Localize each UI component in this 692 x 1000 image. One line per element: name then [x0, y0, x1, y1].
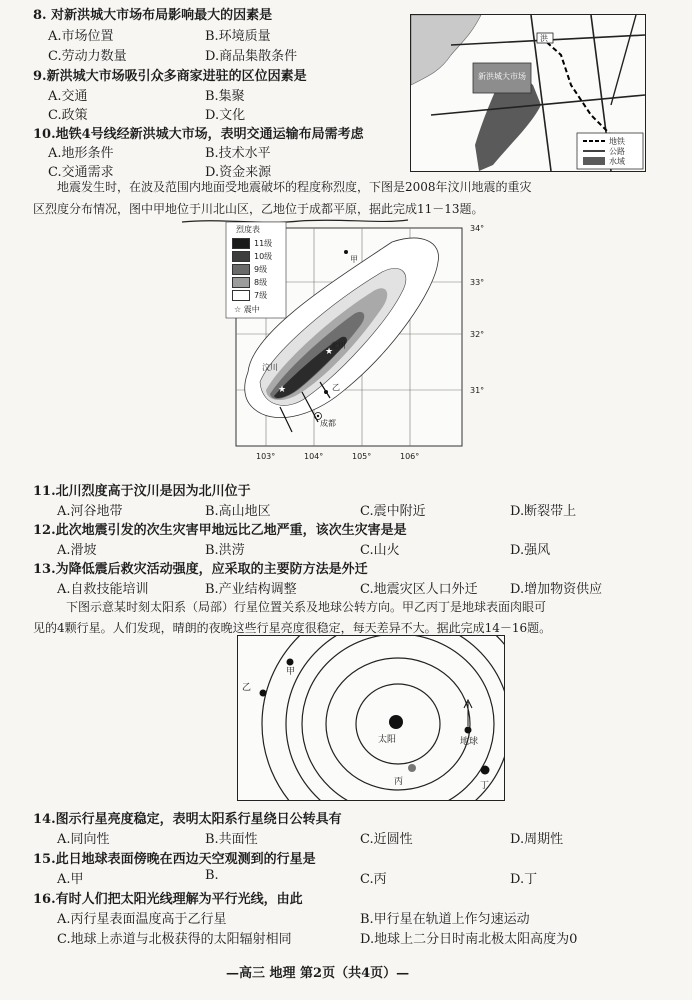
place-yi: 乙 — [332, 383, 340, 392]
option: B.环境质量 — [205, 29, 271, 44]
earth-label: 地球 — [460, 737, 479, 747]
option: C.地震灾区人口外迁 — [360, 582, 478, 597]
option: C.政策 — [48, 108, 88, 123]
market-label: 新洪城大市场 — [478, 72, 526, 81]
legend-swatch — [232, 251, 250, 262]
option: A.交通 — [48, 89, 88, 104]
svg-text:★: ★ — [278, 385, 287, 395]
legend-swatch — [232, 290, 250, 301]
svg-text:★: ★ — [325, 347, 334, 357]
place-beichuan: 北川 — [330, 341, 346, 350]
place-chengdu: 成都 — [320, 419, 336, 428]
option: C.丙 — [360, 872, 387, 887]
legend-title: 烈度表 — [236, 225, 260, 234]
option: A.甲 — [57, 872, 84, 887]
option: B.甲行星在轨道上作匀速运动 — [360, 912, 530, 927]
option: B.产业结构调整 — [205, 582, 297, 597]
planet-ding-label: 丁 — [480, 781, 490, 791]
legend-item — [232, 238, 272, 249]
legend-item — [232, 290, 267, 301]
option: C.交通需求 — [48, 165, 114, 180]
question-text: 8. 对新洪城大市场布局影响最大的因素是 — [33, 8, 273, 23]
option: B.集聚 — [205, 89, 245, 104]
planet-yi-label: 乙 — [242, 683, 252, 693]
option: D.商品集散条件 — [205, 49, 298, 64]
question-text: 14.图示行星亮度稳定，表明太阳系行星绕日公转具有 — [33, 812, 342, 827]
legend-label: 9级 — [254, 265, 268, 274]
question-text: 16.有时人们把太阳光线理解为平行光线，由此 — [33, 892, 303, 907]
legend-item — [232, 251, 272, 262]
option: B.技术水平 — [205, 146, 271, 161]
legend-epicenter: ☆ 震中 — [234, 305, 260, 314]
planet-bing-label: 丙 — [394, 777, 404, 787]
legend-water: 水域 — [609, 157, 625, 166]
option: B.洪涝 — [205, 543, 245, 558]
legend-swatch — [232, 264, 250, 275]
quake-intensity-map — [222, 222, 485, 468]
option: A.地形条件 — [48, 146, 114, 161]
option: C.山火 — [360, 543, 400, 558]
lon-tick: 105° — [352, 452, 372, 461]
lon-tick: 103° — [256, 452, 276, 461]
option: D.资金来源 — [205, 165, 272, 180]
option: D.文化 — [205, 108, 246, 123]
option: D.强风 — [510, 543, 551, 558]
legend-label: 11级 — [254, 239, 273, 248]
lon-tick: 106° — [400, 452, 420, 461]
option: D.断裂带上 — [510, 504, 577, 519]
legend-swatch — [232, 238, 250, 249]
legend-epicenter-label: 震中 — [243, 305, 260, 314]
option: A.滑坡 — [57, 543, 97, 558]
place-wenchuan: 汶川 — [262, 363, 278, 372]
lon-tick: 104° — [304, 452, 324, 461]
option: B. — [205, 868, 219, 883]
planet-jia-label: 甲 — [286, 667, 296, 677]
option: A.同向性 — [57, 832, 110, 847]
passage-line: 区烈度分布情况，图中甲地位于川北山区，乙地位于成都平原，据此完成11－13题。 — [33, 202, 484, 216]
lat-tick: 31° — [470, 386, 485, 395]
question-text: 10.地铁4号线经新洪城大市场，表明交通运输布局需考虑 — [33, 127, 364, 142]
lat-tick: 32° — [470, 330, 485, 339]
solar-diagram-graphic — [238, 636, 504, 800]
legend-road: 公路 — [609, 147, 625, 156]
option: B.高山地区 — [205, 504, 271, 519]
question-text: 12.此次地震引发的次生灾害甲地远比乙地严重，该次生灾害是是 — [33, 523, 407, 538]
question-text: 11.北川烈度高于汶川是因为北川位于 — [33, 484, 251, 499]
option: A.自救技能培训 — [57, 582, 149, 597]
option: C.近圆性 — [360, 832, 413, 847]
passage-line: 下图示意某时刻太阳系（局部）行星位置关系及地球公转方向。甲乙丙丁是地球表面肉眼可 — [66, 600, 547, 614]
passage-line: 见的4颗行星。人们发现，晴朗的夜晚这些行星亮度很稳定，每天差异不大。据此完成14－16题。 — [33, 621, 552, 635]
option: C.地球上赤道与北极获得的太阳辐射相同 — [57, 932, 292, 947]
option: D.丁 — [510, 872, 538, 887]
page-footer: —高三 地理 第2页（共4页）— — [226, 966, 410, 981]
option: A.丙行星表面温度高于乙行星 — [57, 912, 227, 927]
sun-label: 太阳 — [378, 735, 397, 745]
option: A.市场位置 — [48, 29, 114, 44]
legend-metro: 地铁 — [609, 137, 625, 146]
option: C.震中附近 — [360, 504, 426, 519]
option: A.河谷地带 — [57, 504, 123, 519]
question-text: 9.新洪城大市场吸引众多商家进驻的区位因素是 — [33, 69, 307, 84]
solar-system-diagram — [237, 635, 505, 801]
lat-tick: 34° — [470, 224, 485, 233]
metro-station-label: 洪 — [540, 34, 548, 43]
option: C.劳动力数量 — [48, 49, 127, 64]
option: D.周期性 — [510, 832, 564, 847]
passage-line: 地震发生时，在波及范围内地面受地震破坏的程度称烈度，下图是2008年汶川地震的重灾 — [57, 180, 532, 194]
legend-label: 10级 — [254, 252, 273, 261]
question-text: 15.此日地球表面傍晚在西边天空观测到的行星是 — [33, 852, 316, 867]
legend-label: 7级 — [254, 291, 268, 300]
option: D.增加物资供应 — [510, 582, 603, 597]
legend-item — [232, 264, 267, 275]
lat-tick: 33° — [470, 278, 485, 287]
legend-label: 8级 — [254, 278, 268, 287]
legend-item — [232, 277, 267, 288]
question-text: 13.为降低震后救灾活动强度，应采取的主要防方法是外迁 — [33, 562, 368, 577]
option: B.共面性 — [205, 832, 258, 847]
place-jia: 甲 — [350, 255, 358, 264]
option: D.地球上二分日时南北极太阳高度为0 — [360, 932, 578, 947]
market-location-map — [410, 14, 646, 172]
legend-swatch — [232, 277, 250, 288]
